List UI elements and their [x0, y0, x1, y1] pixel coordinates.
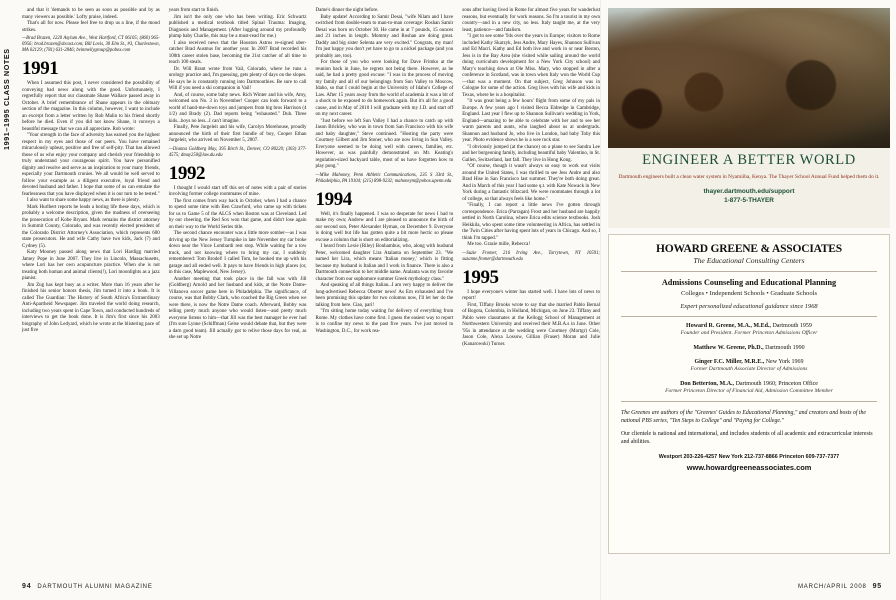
text-column-1 [22, 8, 160, 564]
class-year-heading: 1994 [315, 188, 352, 210]
body-paragraph: "I got to see some '94s over the years in Europe; visitors to Rome included Kathy Skarzyk, Jess Andre, Mary Hayes, Shannon Sullivan and Ed Macri. Kathy and Ed both live and work in or near Boston, Jess is in the Bay Area (she visited while sailing around the world doing curriculum development for a New York City school) and Mary's teaching down at Ole Miss. Mary, who stopped in after a conference in Scotland, was in town when Italy won the World Cup—that was a moment. On that subject, Greg Johnson was in Cologne for some of the action. Greg lives with his wife and kids in Texas, where he is a hospitalist. [462, 34, 600, 98]
ad-thayer-url[interactable]: thayer.dartmouth.edu/support [703, 187, 795, 195]
page-footer [22, 580, 882, 592]
body-paragraph: The first comes from way back in October, when I had a chance to spend some time with Ben Crawford, who came up with tickets for us to Game 5 of the ALCS when Boston was at Cleveland. Led by our cheering, the Red Sox won that game, and didn't lose again on their way to the World Series title. [168, 198, 307, 230]
body-paragraph: "Finally, I can report a little news I've gotten through correspondence. Erica (Parragan) Frost and her husband are happily settled in North Carolina, where Erica edits science textbooks. Josh Heikkila, who spent some time volunteering in Africa, has settled in the Twin Cities after having spent lots of years in Chicago. And so, I think I'm tapped." [462, 203, 600, 241]
text-column-2 [169, 8, 307, 564]
body-paragraph: For those of you who were looking for Dave Frimko at the reunion back in June, he regrets not being there. However, as he said, he had a pretty good excuse: "I was in the process of moving my family and all of our belongings from Sun Valley to Moscow, Idaho, so that I could begin at the University of Idaho's College of Law. After 15 years away from the world of academia it was a bit of a shock to be exposed to do homework again. But it's all for a good cause, and in May of 2010 I will graduate with my J.D. and start off on my next career. [315, 60, 454, 117]
ad-hg-person-title: Former Dartmouth Associate Director of Admissions [690, 366, 808, 373]
class-year-heading: 1991 [22, 58, 59, 80]
ad-thayer-headline: ENGINEER A BETTER WORLD [642, 152, 856, 168]
body-paragraph: Well, it's finally happened. I was so desperate for news I had to make my own; Andrew and I are pleased to announce the birth of our second son, Peter Alexander Hyman, on December 9. Everyone is doing well but life has gotten quite a bit more hectic so please excuse a column that is short on editorializing. [315, 211, 454, 243]
body-paragraph: That's all for now. Please feel free to drop us a line, if the mood strikes. [22, 21, 160, 33]
body-paragraph: "I obviously jumped (at the chance) on a plane to see Sandra Lee and her burgeoning family, including beautiful baby Valentino, in St. Gallen, Switzerland, last fall. They live in Hong Kong. [462, 144, 600, 163]
secretary-signature: —Suzie Fromer, 216 Irving Ave., Tarrytown, NY 10591; suzanne.fromer@dartmouth.edu [462, 250, 600, 262]
body-paragraph: Another meeting that took place in the fall was with Jill (Goldberg) Arnold and her husband and kids, at the Notre Dame-Villanova soccer game here in Philadelphia. The significance, of course, was that Bobby Clark, who coached the Big Green when we were there, is now the Notre Dame coach. Afterward, Bobby was telling pretty much anyone who would listen—and pretty much everyone listens to him—that Jill was the best manager he ever had (I'm sure Lynne (Schiffman) Gelse would debate that, but they were a darn good team). Jill actually got to relive those days for real, as she set up Notre [168, 276, 307, 341]
ad-hg-title: HOWARD GREENE & ASSOCIATES [656, 243, 842, 255]
body-paragraph: "Of course, though it wasn't always so easy to work out visits around the United States, I was thrilled to see Jess Andre and also Brad Hise in San Francisco last summer. They're both doing great. And in March of this year I had some q.t. with Kate Nowack in New York during a fantastic blitzcard. We were roommates through a lot of college, so that always feels like home." [462, 164, 600, 202]
advertisement-rail [608, 8, 890, 564]
ad-hg-person-title: Founder and President. Former Princeton Admissions Officer [680, 330, 818, 337]
secretary-signature: —Dianna Goldberg May, 395 Birch St., Denver, CO 80220; (303) 377-4575; dmay250@law.du.edu [168, 146, 307, 158]
body-paragraph: sons after having lived in Rome for almost five years for wanderlust reasons, but eventually for work reasons. So I'm a tourist in my own country—and in a new city, no less. Italy taught me, at the very least, patience—and fatalism. [462, 8, 600, 33]
ad-hg-divider-1 [621, 271, 877, 272]
ad-hg-person-name: Howard R. Greene, M.A., M.Ed., [686, 323, 771, 330]
article-columns [22, 8, 600, 564]
body-paragraph: Dame's dinner the night before. [315, 8, 379, 13]
footer-page-right: 95 [872, 582, 882, 590]
ad-hg-person-place: Dartmouth 1990 [763, 344, 805, 351]
body-paragraph: years from start to finish. [168, 8, 220, 13]
class-year-heading: 1992 [168, 162, 206, 184]
body-paragraph: Jim Zug has kept busy as a writer. More than 16 years after he finished his senior honors thesis, Jim turned it into a book. It is called The Guardian: The History of South Africa's Extraordinary Anti-Apartheid Newspaper. Jim traveled the world doing research, including two years spent in Cape Town, and conducted hundreds of interviews to get the book done. It is Jim's first since his 2003 biography of John Ledyard, which he wrote at the blistering pace of just five [22, 282, 160, 334]
footer-publication-name: DARTMOUTH ALUMNI MAGAZINE [37, 583, 153, 590]
ad-hg-offices: Westport 203-226-4257 New York 212-737-8866 Princeton 609-737-7377 [658, 454, 840, 461]
body-paragraph: "It was great being a few hours' flight from some of my pals in Europe. A few years ago I visited Becca Eldredge in Cambridge, England. Last year I flew up to Shannon Sullivan's wedding in York, England—amazing to be able to celebrate with her and to see her warm parents and aunts, who laughed about us at undergrads. Shannon and husband Jo, who live in London, had baby Toby this year. Photo evidence shows he is a wee rock star. [462, 99, 600, 143]
body-paragraph: I heard from Lexie (Riley) Bonhambus, who, along with husband Peter, welcomed daughter Lira Atalanta on September 23. "We named her Lira, which means 'Italian money,' which is fitting because my husband is Italian and I work in finance. There is also a Dartmouth connection to her middle name. Atalanta was my favorite character from our sophomore summer Greek mythology class." [315, 244, 454, 282]
ad-thayer-engineer[interactable] [608, 8, 890, 228]
body-paragraph: Finally, Pete Jurgeleit and his wife, Carolyn Morehouse, proudly announced the birth of their first bundle of boy, Cooper Ethan Jurgeleit, who arrived on November 5, 2007. [168, 125, 307, 143]
ad-thayer-body [608, 148, 890, 228]
body-paragraph: I also received news that the Houston Astros re-signed uber-catcher Brad Ausmus for another year. In 2007 Brad recorded his 100th career stolen base, becoming the 21st catcher of all time to reach 100 steals. [168, 40, 307, 65]
ad-hg-person [621, 322, 877, 338]
ad-hg-blurb-2: Our clientele is national and international, and includes students of all academic and extracurricular interests and abilities. [621, 430, 873, 446]
water-tap-photo [608, 8, 890, 148]
ad-hg-divider-2 [621, 316, 877, 317]
body-paragraph: "Just before we left Sun Valley I had a chance to catch up with Jason Brickley, who was in town from San Francisco with his wife and baby daughter," Steve continued. "Hosting the party were Courtney Gilbert and Jim Stoner, who are now living in Sun Valley. Everyone seemed to be doing well with careers, families, etc. However, as was painfully demonstrated on Mr. Keating's regulation-sized backyard table, most of us have forgotten how to play pong." [315, 118, 454, 169]
body-paragraph: Baby update! According to Samir Desai, "wife Nilam and I have switched from double-team to man-to-man coverage: Roshan Samir Desai was born on October 30. He came in at 7 pounds, 15 ounces and 21 inches in length. Mommy and Roshan are doing great. Daddy and big sister Selenta are very excited." Congrats, my man! I'm just happy you don't yet have to go to a nickel package (and you probably are, too). [315, 14, 454, 59]
ad-hg-divider-3 [621, 401, 877, 402]
body-paragraph: And speaking of all things Italian...I am very happy to deliver the long-advertised Rebecca Oberter news! As Em exhausted and I've been promising this update for two columns now, I'll let her do the talking from here. Ciao, pari! [315, 283, 454, 308]
body-paragraph: "Your strength in the face of adversity has earned you the highest respect in my eyes and those of our peers. You have remained miraculously upbeat, positive and free of self-pity. That has allowed those of us who enjoy your company and cherish your friendship to truly understand your courageous spirit. You have personified dignity and resolve and serve as an inspiration to your many friends, especially your Dartmouth cronies. We all would be well served to follow your example as a diligent executive, loyal friend and devoted husband and father. I hope that some of us can emulate the fearlessness that you have displayed when it is our turn to be tested." [22, 133, 160, 197]
body-paragraph: Dr. Will Brant wrote from Vail, Colorado, where he runs a urology practice and, I'm guessing, gets plenty of days on the slopes. He says he is constantly running into Dartmouthies. Be sure to call Will if you need a ski companion in Vail! [168, 66, 307, 91]
footer-page-left: 94 [22, 582, 32, 590]
text-column-4 [462, 8, 600, 564]
ad-hg-person [621, 358, 877, 374]
ad-hg-tagline: Expert personalized educational guidance since 1968 [680, 302, 818, 310]
ad-thayer-phone: 1-877-5-THAYER [724, 196, 774, 204]
footer-issue-date: MARCH/APRIL 2008 [798, 583, 867, 590]
ad-hg-person-name: Don Betterton, M.A., [680, 380, 735, 387]
body-paragraph: First, Tiffany Brooks wrote to say that she married Pablo Bernal of Bogota, Colombia, in Holland, Michigan, on June 23. Tiffany and Pablo were classmates at the Kellogg School of Management at Northwestern University and received their M.B.A.s in June. Other '95s in attendance at the wedding were Courtney (Mortgr) Cole, Jason Cole, Alexa Lossow, Gillian (Fraser) Moran and Julie (Kanarowski) Turner. [462, 302, 600, 347]
ad-hg-person-place: Dartmouth 1960; Princeton Office [734, 380, 818, 387]
body-paragraph: I thought I would start off this set of notes with a pair of stories involving former college roommates of mine. [168, 185, 307, 198]
secretary-signature: —Brad Brazen, 1220 Asylum Ave., West Hartford, CT 06105; (860) 965-0956; brad.brazen@sbcast.com; Bill Lovis, 30 Elm St., #3, Charlestown, MA 02129; (781) 631-2846; bvinmeilygroup@pobox.com [22, 36, 160, 54]
body-paragraph: And, of course, some baby news. Rich Winter and his wife, Amy, welcomed son No. 3 in November! Cooper can look forward to a world of hand-me-down toys and jumpers from big bros Harrison (4 1/2) and Brady (2). Dad reports being "exhausted." Duh. Three kids...boys no less...I can't imagine. [168, 92, 307, 124]
ad-hg-people-list [621, 322, 877, 395]
body-paragraph: Me too. Grazie mille, Rebecca! [467, 242, 530, 247]
body-paragraph: I hope everyone's winter has started well. I have lots of news to report! [462, 289, 600, 302]
ad-hg-person-name: Ginger F.C. Miller, M.R.E., [694, 358, 765, 365]
page-gutter [600, 0, 601, 600]
ad-hg-person-place: Dartmouth 1959 [770, 323, 812, 330]
ad-hg-subtitle: The Educational Consulting Centers [693, 256, 805, 265]
body-paragraph: Katy Mooney passed along news that Lori Hardigg married Jamey Pope in June 2007. They live in Lincoln, Massachusetts, where Lori has her own acupuncture practice. When she is not treating both human and animal clients(!), Lori moonlights as a jazz pianist. [22, 250, 160, 282]
ad-howard-greene[interactable] [608, 234, 890, 554]
section-vertical-label: 1991–1995 CLASS NOTES [2, 48, 11, 150]
body-paragraph: I also want to share some happy news, as there is plenty. [27, 198, 140, 204]
text-column-3 [316, 8, 454, 564]
ad-hg-person-place: New York 1969 [764, 358, 804, 365]
body-paragraph: When I assumed this post, I never considered the possibility of conveying bad news along with the good. Unfortunately, I regretfully report that our classmate Shane Wallace passed away in October. A brief remembrance of Shane appears in the obituary section of the magazine. In this column, however, I want to include an excerpt from a letter written by Rob Malin to his friend shortly before he died. Even if you did not know Shane, it conveys a beautiful message that we can all appreciate. Rob wrote: [22, 81, 160, 132]
ad-hg-website[interactable]: www.howardgreeneassociates.com [686, 463, 812, 473]
body-paragraph: Mark Hurlbert reports he leads a boring life these days, which is probably a welcome description, given the madness of overseeing the prosecution of Kobe Bryant. Mark remains the district attorney in Summit County, Colorado, and was recently elected president of the Colorado District Attorney's Association, which represents 600 state prosecutors. He and wife Cathy have two kids, Jack (7) and Cydney (5). [22, 204, 160, 249]
ad-hg-heading: Admissions Counseling and Educational Planning [661, 277, 837, 287]
secretary-signature: —Mike Mahoney, Penn Athletic Communications, 235 S 33rd St., Philadelphia, PA 19104; (215) 898-9232; mahoneym@pobox.upenn.edu [315, 172, 454, 184]
body-paragraph: Jim isn't the only one who has been writing. Eric Schwartz published a medical textbook titled Spinal Trauma: Imaging, Diagnosis and Management. (After lugging around my profoundly plump baby Charlie, this may be a must-read for me.) [168, 14, 307, 39]
ad-thayer-body-text: Dartmouth engineers built a clean water system in Nyamiiba, Kenya. The Thayer School Annual Fund helped them do it. [618, 174, 880, 180]
body-paragraph: "I'm sitting home today waiting for delivery of everything from Rome. My clothes have come first. I guess the easiest way to report is to confine my news to the past five years. I've just moved to Washington, D.C., for work rea- [315, 309, 454, 334]
ad-hg-person-name: Matthew W. Greene, Ph.D., [693, 344, 764, 351]
ad-hg-person [621, 380, 877, 396]
ad-hg-person-title: Former Princeton Director of Financial Aid, Admission Committee Member [665, 387, 833, 394]
ad-hg-blurb-1: The Greenes are authors of the "Greenes' Guides to Educational Planning," and creators and hosts of the national PBS series, "Ten Steps to College" and "Paying for College." [621, 409, 866, 424]
body-paragraph: The second chance encounter was a little more somber—as I was driving up the New Jersey Turnpike in late November my car broke down near the Vince Lombardi rest stop. While waiting for a tow truck, and not knowing where to bring my car, I suddenly remembered: Tom Brodel! I called Tom, he hooked me up with his garage and all ended well. It pays to have friends in high places (or, in this case, Maplewood, New Jersey). [168, 231, 307, 276]
class-year-heading: 1995 [462, 266, 499, 288]
body-paragraph: and that it 'demands to be seen as soon as possible and by as many viewers as possible.' Lofty praise, indeed. [22, 8, 160, 20]
ad-hg-subheading: Colleges • Independent Schools • Graduate Schools [680, 289, 818, 297]
ad-hg-person [621, 344, 877, 352]
